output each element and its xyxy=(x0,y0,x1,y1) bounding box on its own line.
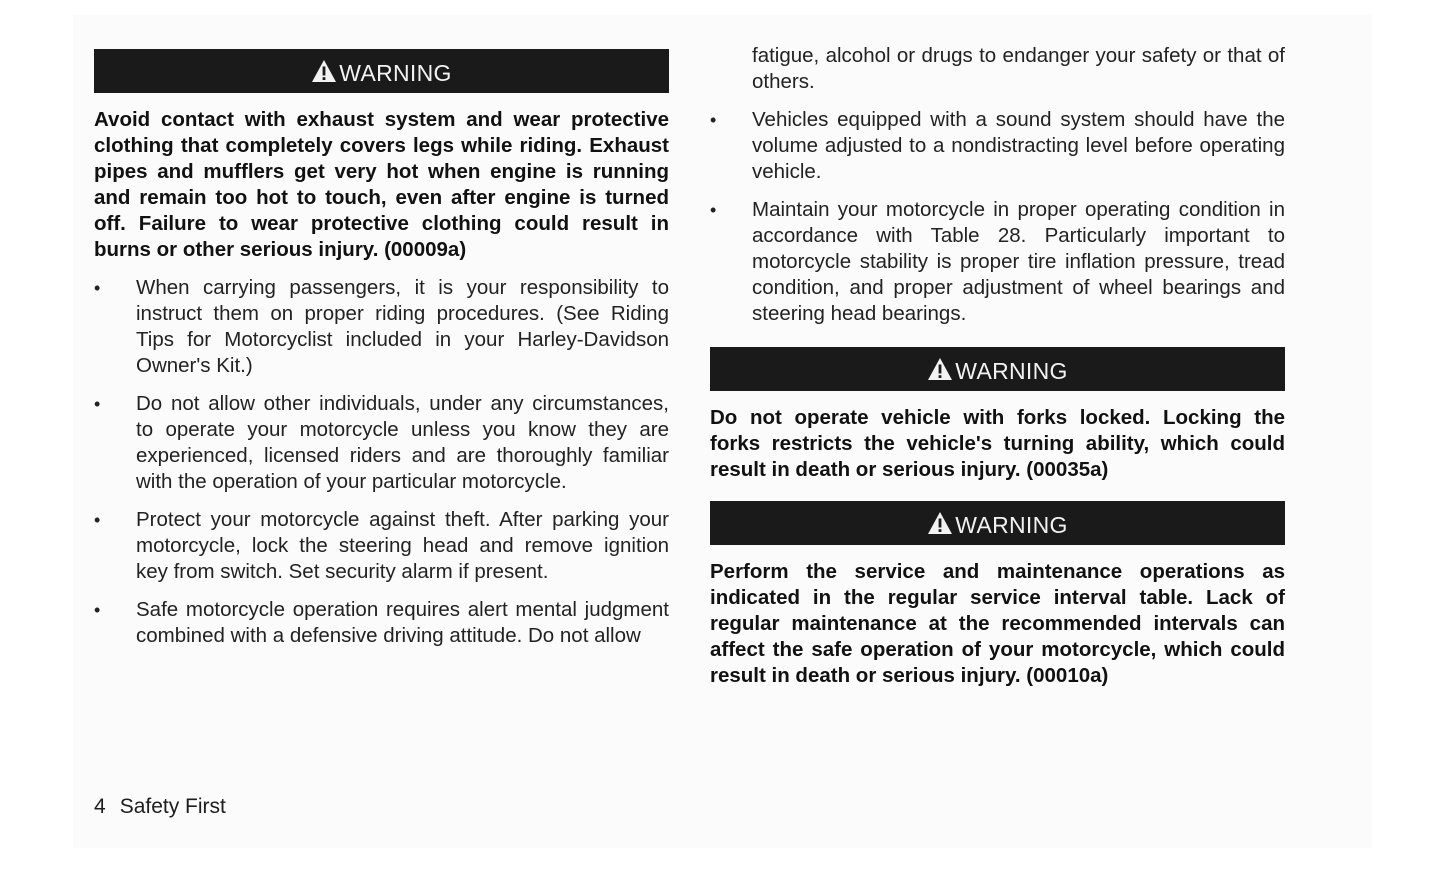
warning-text: Do not operate vehicle with forks locked. Locking the forks restricts the vehicle's turning ability, which could result in death or serious injury. (00035a) xyxy=(710,406,1285,481)
list-item xyxy=(94,275,669,379)
list-item xyxy=(710,107,1285,185)
right-column xyxy=(710,15,1285,689)
list-item-text: Vehicles equipped with a sound system should have the volume adjusted to a nondistracting level before operating vehicle. xyxy=(752,108,1285,183)
page-number: 4 xyxy=(94,795,106,818)
list-item xyxy=(94,507,669,585)
warning-text: Avoid contact with exhaust system and wear protective clothing that completely covers legs while riding. Exhaust pipes and mufflers get very hot when engine is running and remain too hot to touch, even after engine is turned off. Failure to wear protective clothing could result in burns or other serious injury. (00009a) xyxy=(94,108,669,261)
list-item xyxy=(94,597,669,649)
bullet-dot: • xyxy=(94,278,101,298)
warning-triangle-icon xyxy=(927,511,953,535)
list-item-text: Safe motorcycle operation requires alert mental judgment combined with a defensive driving attitude. Do not allow xyxy=(136,598,669,647)
list-item xyxy=(710,197,1285,327)
list-item-continuation xyxy=(710,43,1285,95)
warning-banner xyxy=(710,347,1285,391)
list-item-text: When carrying passengers, it is your responsibility to instruct them on proper riding procedures. (See Riding Tips for Motorcyclist included in your Harley-Davidson Owner's Kit.) xyxy=(136,276,669,377)
warning-triangle-icon xyxy=(927,357,953,381)
manual-page xyxy=(73,15,1372,848)
list-item xyxy=(94,391,669,495)
list-item-text: Protect your motorcycle against theft. After parking your motorcycle, lock the steering head and remove ignition key from switch. Set security alarm if present. xyxy=(136,508,669,583)
left-column xyxy=(94,15,669,649)
warning-banner xyxy=(94,49,669,93)
bullet-dot: • xyxy=(94,510,101,530)
bullet-dot: • xyxy=(710,200,717,220)
section-title: Safety First xyxy=(119,795,226,818)
list-item-text: fatigue, alcohol or drugs to endanger your safety or that of others. xyxy=(752,44,1285,93)
warning-label: WARNING xyxy=(339,59,452,86)
warning-banner xyxy=(710,501,1285,545)
list-item-text: Maintain your motorcycle in proper operating condition in accordance with Table 28. Particularly important to motorcycle stability is proper tire inflation pressure, tread condition, and proper adjustment of wheel bearings and steering head bearings. xyxy=(752,198,1285,325)
warning-triangle-icon xyxy=(311,59,337,83)
bullet-dot: • xyxy=(94,600,101,620)
bullet-dot: • xyxy=(710,110,717,130)
warning-text: Perform the service and maintenance operations as indicated in the regular service interval table. Lack of regular maintenance at the recommended intervals can affect the safe operation of your motorcycle, which could result in death or serious injury. (00010a) xyxy=(710,560,1285,687)
warning-label: WARNING xyxy=(955,511,1068,538)
page-footer xyxy=(94,795,226,819)
bullet-dot: • xyxy=(94,394,101,414)
warning-label: WARNING xyxy=(955,357,1068,384)
list-item-text: Do not allow other individuals, under any circumstances, to operate your motorcycle unless you know they are experienced, licensed riders and are thoroughly familiar with the operation of your particular motorcycle. xyxy=(136,392,669,493)
